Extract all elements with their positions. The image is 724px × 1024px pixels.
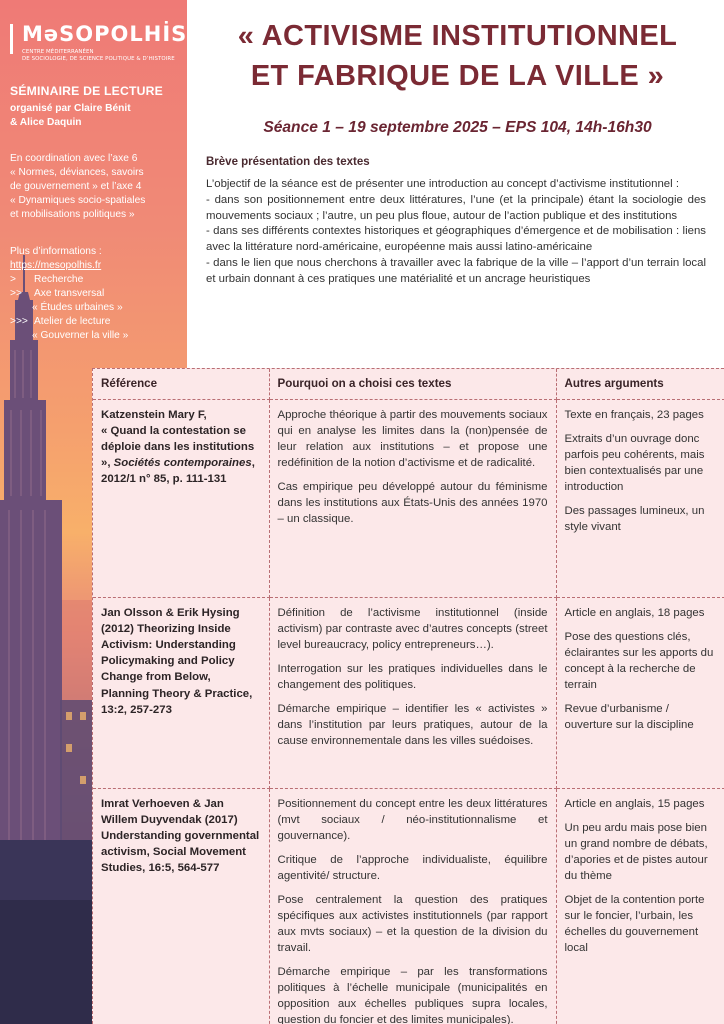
why-paragraph: Pose centralement la question des pratiques spécifiques aux activistes institutionnels (par rapport aux mvts sociaux) – et la question de la division du travail. (277, 893, 548, 954)
intro-section (206, 156, 706, 288)
nav-link-label: « Gouverner la ville » (32, 330, 129, 341)
nav-link-label: « Études urbaines » (32, 302, 123, 313)
nav-link-gouverner-la-ville[interactable] (10, 329, 186, 343)
page-title-line-2: ET FABRIQUE DE LA VILLE » (250, 60, 665, 92)
website-link[interactable]: https://mesopolhis.fr (10, 260, 102, 271)
nav-link-atelier[interactable] (10, 315, 186, 329)
seminar-label: SÉMINAIRE DE LECTURE (10, 84, 163, 98)
reference-author: Katzenstein Mary F, (101, 408, 207, 421)
other-paragraph: Extraits d’un ouvrage donc parfois peu cohérents, mais bien contextualisés par une introduction (564, 432, 705, 493)
why-cell (269, 788, 556, 1024)
intro-heading: Brève présentation des textes (206, 156, 370, 168)
nav-link-etudes-urbaines[interactable] (10, 301, 186, 315)
readings-table-grid (93, 369, 724, 1024)
logo-subtitle-line-1: CENTRE MÉDITERRANÉEN (22, 49, 94, 55)
reference-cell (93, 399, 269, 597)
organizers (10, 102, 180, 129)
nav-link-axe-transversal[interactable] (10, 287, 186, 301)
why-paragraph: Démarche empirique – par les transformations politiques à l’échelle municipale (municipalités en opposition aux échelles publiques supra locales, question du foncier et des limites municipales). (277, 965, 548, 1024)
logo-subtitle-line-2: DE SOCIOLOGIE, DE SCIENCE POLITIQUE & D’HISTOIRE (22, 56, 175, 62)
coordination-line: « Normes, déviances, savoirs (10, 167, 144, 178)
more-info-label: Plus d’informations : (10, 246, 102, 257)
why-cell (269, 597, 556, 788)
intro-body (206, 177, 706, 288)
why-paragraph: Interrogation sur les pratiques individuelles dans le changement des politiques. (277, 662, 548, 691)
more-info (10, 245, 186, 343)
table-row (93, 788, 724, 1024)
organizers-line-1: organisé par Claire Bénit (10, 103, 131, 114)
other-cell (556, 788, 724, 1024)
coordination-line: de gouvernement » et l’axe 4 (10, 181, 142, 192)
page-title-line-1: « ACTIVISME INSTITUTIONNEL (237, 20, 678, 52)
other-cell (556, 597, 724, 788)
why-paragraph: Approche théorique à partir des mouvements sociaux qui en analyse les limites dans la (non)pensée de leur relation aux institutions – et propose une redéfinition de la notion d’activisme et de radicalité. (277, 408, 548, 469)
reference-cell: Imrat Verhoeven & Jan Willem Duyvendak (2017) Understanding governmental activism, Social Movement Studies, 16:5, 564-577 (93, 788, 269, 1024)
arrow-icon: >> (10, 288, 22, 299)
coordination-line: et mobilisations politiques » (10, 209, 135, 220)
coordination-line: « Dynamiques socio-spatiales (10, 195, 146, 206)
table-header-row (93, 369, 724, 399)
why-cell (269, 399, 556, 597)
logo-bar (10, 24, 13, 54)
intro-paragraph: - dans le lien que nous cherchons à travailler avec la fabrique de la ville – l’apport d’un terrain local et urbain donnant à ces pratiques une matérialité et un ancrage heuristiques (206, 256, 706, 285)
reference-details: , 2012/1 n° 85, p. 111-131 (101, 457, 255, 486)
column-header-reference: Référence (93, 369, 269, 399)
coordination-line: En coordination avec l’axe 6 (10, 153, 138, 164)
column-header-why: Pourquoi on a choisi ces textes (269, 369, 556, 399)
reference-cell: Jan Olsson & Erik Hysing (2012) Theorizing Inside Activism: Understanding Policymaking and Policy Change from Below, Planning Theory & Practice, 13:2, 257-273 (93, 597, 269, 788)
why-paragraph: Démarche empirique – identifier les « activistes » dans l’institution par leurs pratiques, autour de la cause environnementale dans les villes suédoises. (277, 702, 548, 747)
arrow-icon: > (10, 274, 16, 285)
nav-link-label: Axe transversal (34, 288, 105, 299)
other-paragraph: Des passages lumineux, un style vivant (564, 504, 705, 533)
other-paragraph: Revue d’urbanisme / ouverture sur la discipline (564, 702, 694, 731)
session-text: Séance 1 – 19 septembre 2025 – EPS 104, 14h-16h30 (263, 119, 652, 136)
table-row (93, 399, 724, 597)
logo-subtitle (22, 49, 175, 63)
reference-title: « Quand la contestation se déploie dans les institutions », (101, 424, 255, 470)
session-info (200, 119, 715, 137)
why-paragraph: Positionnement du concept entre les deux littératures (mvt sociaux / néo-institutionnalisme et gouvernance). (277, 797, 548, 842)
other-paragraph: Pose des questions clés, éclairantes sur les apports du concept à la recherche de terrain (564, 630, 714, 691)
coordination-note (10, 152, 180, 222)
intro-paragraph: - dans ses différents contextes historiques et géographiques d’émergence et de mobilisation : liens avec la littérature nord-américaine, européenne mais aussi latino-américaine (206, 225, 706, 254)
other-paragraph: Article en anglais, 15 pages (564, 797, 705, 810)
other-paragraph: Texte en français, 23 pages (564, 408, 704, 421)
nav-link-label: Atelier de lecture (34, 316, 111, 327)
other-paragraph: Un peu ardu mais pose bien un grand nombre de débats, d’apories et de pistes autour du thème (564, 821, 708, 882)
column-header-other: Autres arguments (556, 369, 724, 399)
arrow-icon: >>> (10, 316, 28, 327)
readings-table (92, 368, 724, 1024)
why-paragraph: Définition de l’activisme institutionnel (inside activism) par contraste avec d’autres concepts (street level bureaucracy, policy entrepreneurs…). (277, 606, 548, 651)
other-paragraph: Objet de la contention porte sur le foncier, l’urbain, les échelles du gouvernement local (564, 893, 705, 954)
other-paragraph: Article en anglais, 18 pages (564, 606, 705, 619)
intro-paragraph: - dans son positionnement entre deux littératures, l’une (et la principale) étant la sociologie des mouvements sociaux ; l’autre, un peu plus floue, autour de l’action publique et des institutions (206, 193, 706, 222)
table-row (93, 597, 724, 788)
why-paragraph: Cas empirique peu développé autour du féminisme dans les institutions aux États-Unis des années 1970 – un classique. (277, 480, 548, 525)
intro-paragraph: L’objectif de la séance est de présenter une introduction au concept d’activisme institutionnel : (206, 178, 680, 190)
nav-link-recherche[interactable] (10, 273, 186, 287)
organizers-line-2: & Alice Daquin (10, 116, 82, 128)
other-cell (556, 399, 724, 597)
nav-link-label: Recherche (34, 274, 84, 285)
why-paragraph: Critique de l’approche individualiste, équilibre agentivité/ structure. (277, 853, 548, 882)
logo-wordmark: MǝSOPOLHİS (22, 22, 187, 46)
reference-journal: Sociétés contemporaines (113, 457, 252, 470)
